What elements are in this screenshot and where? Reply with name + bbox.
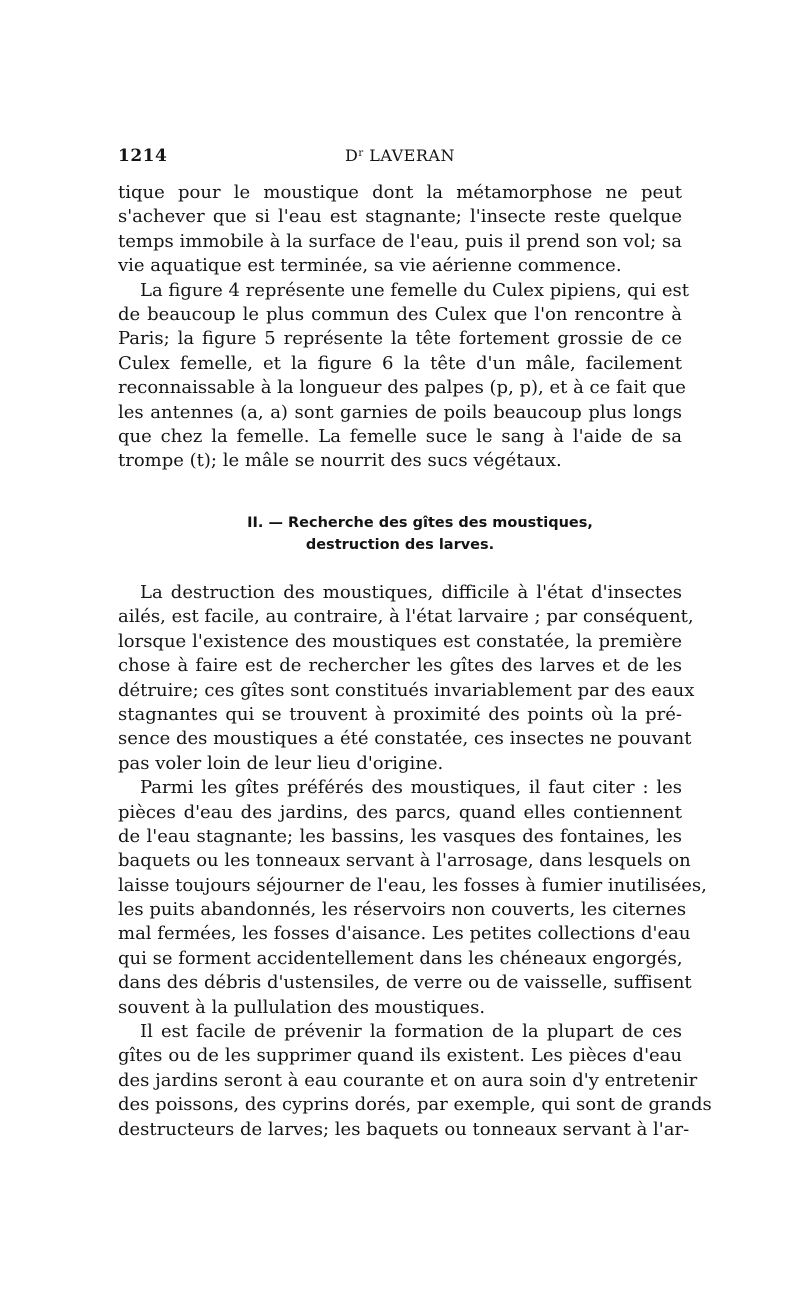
text-line: pièces d'eau des jardins, des parcs, quand elles contiennent — [118, 801, 682, 823]
text-line: tique pour le moustique dont la métamorphose ne peut — [118, 182, 682, 203]
text-line: laisse toujours séjourner de l'eau, les fosses à fumier inutilisées, — [118, 874, 707, 896]
text-line: des jardins seront à eau courante et on aura soin d'y entretenir — [118, 1069, 698, 1091]
text-line: La destruction des moustiques, difficile à l'état d'insectes — [140, 582, 682, 603]
text-line: qui se forment accidentellement dans les chéneaux engorgés, — [118, 947, 683, 969]
text-line: dans des débris d'ustensiles, de verre ou de vaisselle, suffisent — [118, 972, 692, 994]
text-line: vie aquatique est terminée, sa vie aérienne commence. — [118, 255, 622, 277]
text-line: trompe (t); le mâle se nourrit des sucs végétaux. — [118, 450, 562, 472]
text-line: sence des moustiques a été constatée, ces insectes ne pouvant — [118, 728, 692, 750]
header-author — [118, 146, 682, 165]
page-number: 1214 — [118, 146, 168, 166]
text-line: Culex femelle, et la figure 6 la tête d'un mâle, facilement — [118, 352, 682, 374]
text-line: de beaucoup le plus commun des Culex que l'on rencontre à — [118, 303, 682, 325]
text-line: de l'eau stagnante; les bassins, les vasques des fontaines, les — [118, 825, 682, 847]
text-line: chose à faire est de rechercher les gîtes des larves et de les — [118, 655, 682, 677]
running-header — [118, 146, 682, 170]
text-line: mal fermées, les fosses d'aisance. Les petites collections d'eau — [118, 923, 691, 945]
text-line: détruire; ces gîtes sont constitués invariablement par des eaux — [118, 679, 695, 701]
section-heading-line: II. — Recherche des gîtes des moustiques, — [247, 515, 593, 531]
text-line: destructeurs de larves; les baquets ou tonneaux servant à l'ar- — [118, 1118, 690, 1140]
text-line: pas voler loin de leur lieu d'origine. — [118, 752, 444, 774]
body-text-top — [118, 181, 689, 474]
text-line: que chez la femelle. La femelle suce le sang à l'aide de sa — [118, 425, 682, 447]
text-line: souvent à la pullulation des moustiques. — [118, 996, 486, 1018]
text-line: lorsque l'existence des moustiques est constatée, la première — [118, 630, 682, 652]
text-line: stagnantes qui se trouvent à proximité des points où la pré- — [118, 703, 682, 725]
text-line: La figure 4 représente une femelle du Culex pipiens, qui est — [140, 279, 689, 301]
text-line: Paris; la figure 5 représente la tête fortement grossie de ce — [118, 328, 682, 350]
header-title-name: LAVERAN — [369, 146, 455, 165]
text-line: s'achever que si l'eau est stagnante; l'insecte reste quelque — [118, 206, 682, 228]
text-line: Il est facile de prévenir la formation de la plupart de ces — [140, 1021, 682, 1043]
header-title-prefix: D — [345, 146, 359, 165]
header-title-superscript: r — [358, 148, 364, 159]
text-line: Parmi les gîtes préférés des moustiques, il faut citer : les — [140, 777, 682, 799]
section-heading-line: destruction des larves. — [305, 537, 495, 553]
section-heading — [118, 512, 682, 556]
text-line: les puits abandonnés, les réservoirs non couverts, les citernes — [118, 899, 687, 921]
text-line: baquets ou les tonneaux servant à l'arrosage, dans lesquels on — [118, 850, 691, 872]
text-line: temps immobile à la surface de l'eau, puis il prend son vol; sa — [118, 230, 682, 252]
text-line: gîtes ou de les supprimer quand ils existent. Les pièces d'eau — [118, 1045, 682, 1067]
text-line: les antennes (a, a) sont garnies de poils beaucoup plus longs — [118, 401, 682, 423]
text-line: des poissons, des cyprins dorés, par exemple, qui sont de grands — [118, 1094, 712, 1116]
text-line: reconnaissable à la longueur des palpes (p, p), et à ce fait que — [118, 377, 686, 399]
body-text-bottom — [118, 581, 712, 1142]
text-line: ailés, est facile, au contraire, à l'état larvaire ; par conséquent, — [118, 606, 694, 628]
